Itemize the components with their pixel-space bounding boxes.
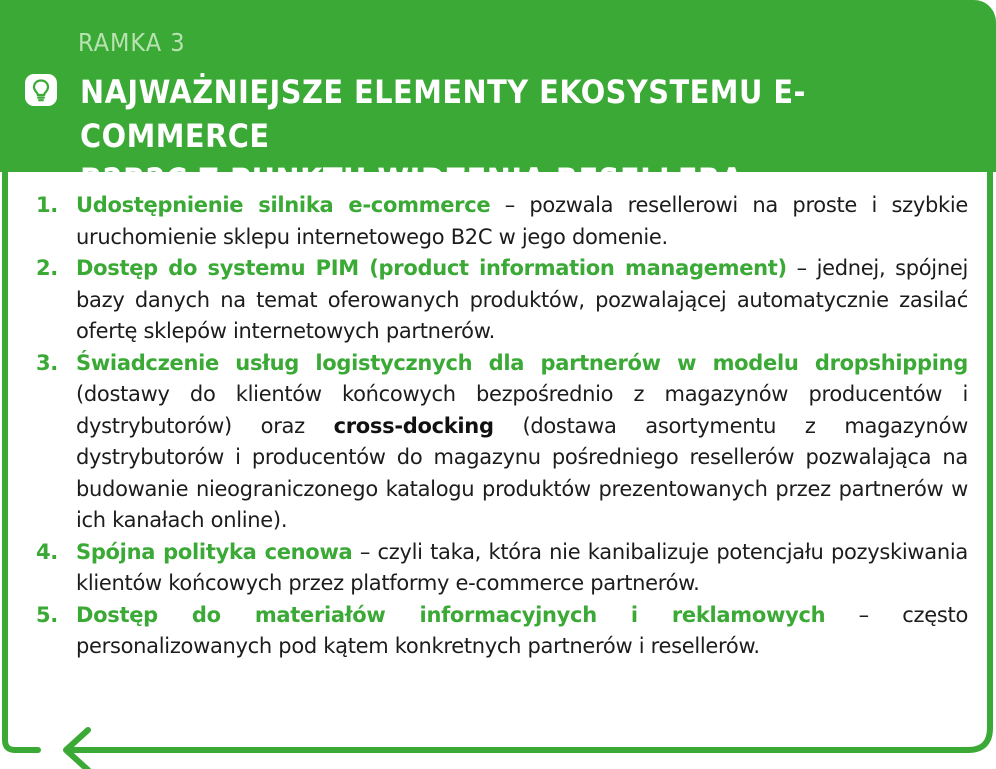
item-number: 2. [36, 256, 58, 280]
item-number: 1. [36, 193, 58, 217]
item-number: 3. [36, 350, 58, 375]
box-title-line1: NAJWAŻNIEJSZE ELEMENTY EKOSYSTEMU E-COMMERCE [80, 73, 806, 155]
item-text: (dostawy do klientów końcowych bezpośrednio z magazynów producentów i dystrybutorów) oraz [76, 382, 968, 438]
box-header [0, 0, 996, 172]
item-heading: Dostęp do systemu PIM (product information management) [76, 256, 787, 280]
item-number: 5. [36, 602, 58, 627]
item-text: – pozwala resellerowi na proste i szybkie uruchomienie sklepu internetowego B2C w jego domenie. [76, 193, 968, 249]
box-label: RAMKA 3 [78, 28, 186, 57]
list-item [36, 253, 968, 348]
item-text: (dostawa asortymentu z magazynów dystrybutorów i producentów do magazynu pośredniego resellerów pozwalająca na budowanie nieograniczonego katalogu produktów prezentowanych przez partnerów w ich kanałach online). [76, 413, 968, 532]
lightbulb-icon [24, 73, 58, 107]
item-heading: Świadczenie usług logistycznych dla partnerów w modelu dropshipping [76, 350, 968, 375]
item-heading: Udostępnienie silnika e-commerce [76, 193, 491, 217]
item-heading: Spójna polityka cenowa [76, 539, 353, 564]
item-heading: Dostęp do materiałów informacyjnych i reklamowych [76, 602, 826, 627]
list-item [36, 537, 968, 600]
list-item [36, 190, 968, 253]
arrow-left-icon [66, 730, 88, 769]
item-number: 4. [36, 539, 58, 564]
item-bold-term: cross-docking [333, 413, 494, 438]
item-list [36, 190, 968, 663]
item-text: – jednej, spójnej bazy danych na temat oferowanych produktów, pozwalającej automatycznie zasilać ofertę sklepów internetowych partnerów. [76, 256, 969, 343]
list-item [36, 600, 968, 663]
item-text: – często personalizowanych pod kątem konkretnych partnerów i resellerów. [76, 602, 968, 658]
item-text: – czyli taka, która nie kanibalizuje potencjału pozyskiwania klientów końcowych przez platformy e-commerce partnerów. [76, 539, 968, 595]
list-item [36, 348, 968, 537]
box-content [10, 172, 986, 732]
